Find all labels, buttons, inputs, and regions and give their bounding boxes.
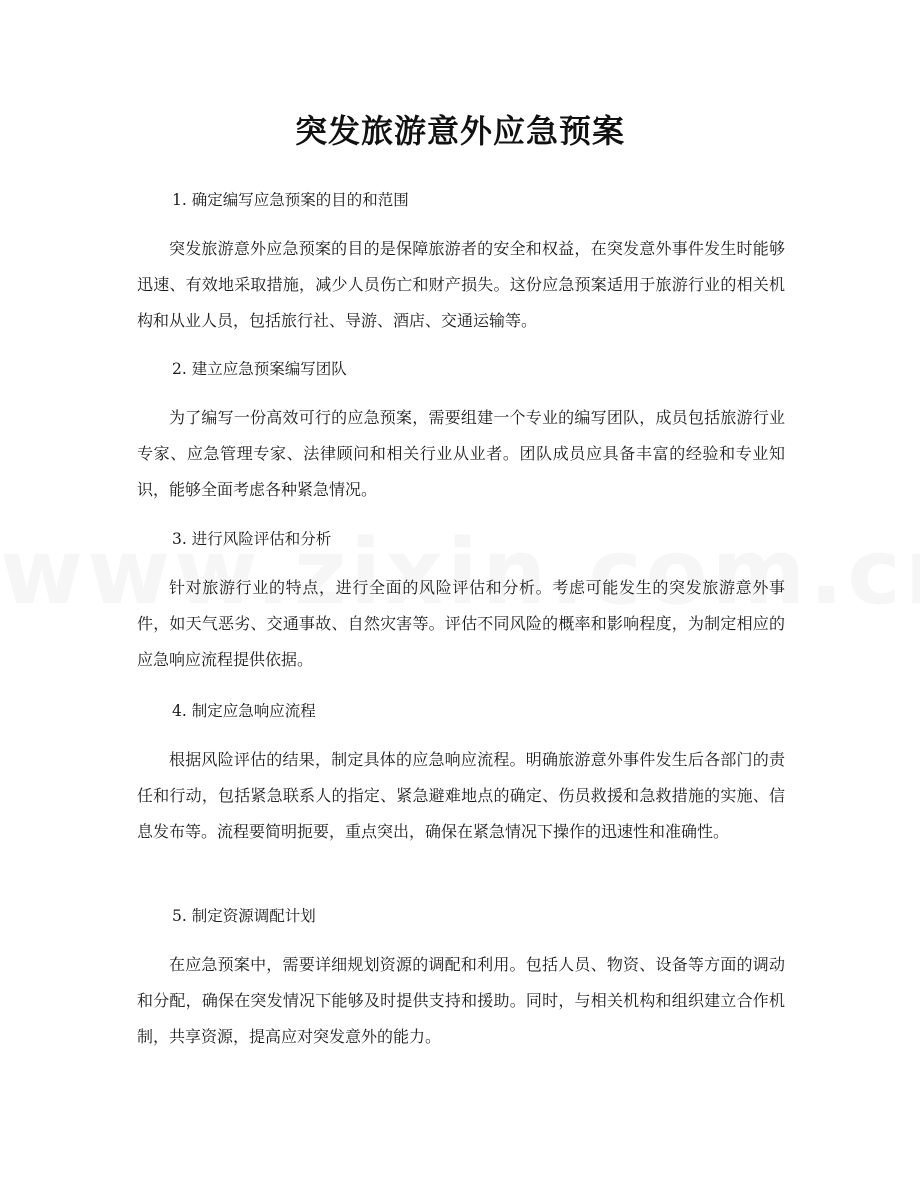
section-body-4: 根据风险评估的结果，制定具体的应急响应流程。明确旅游意外事件发生后各部门的责任和行动，包括紧急联系人的指定、紧急避难地点的确定、伤员救援和急救措施的实施、信息发布等。流程要简明扼要，重点突出，确保在紧急情况下操作的迅速性和准确性。 (137, 750, 785, 841)
section-heading-4: 4. 制定应急响应流程 (172, 702, 316, 720)
section-heading-5: 5. 制定资源调配计划 (172, 907, 316, 925)
section-heading-2: 2. 建立应急预案编写团队 (172, 360, 347, 378)
section-body-2: 为了编写一份高效可行的应急预案，需要组建一个专业的编写团队，成员包括旅游行业专家、应急管理专家、法律顾问和相关行业从业者。团队成员应具备丰富的经验和专业知识，能够全面考虑各种紧急情况。 (137, 408, 785, 499)
section-heading-1: 1. 确定编写应急预案的目的和范围 (172, 191, 409, 209)
section-body-1: 突发旅游意外应急预案的目的是保障旅游者的安全和权益，在突发意外事件发生时能够迅速、有效地采取措施，减少人员伤亡和财产损失。这份应急预案适用于旅游行业的相关机构和从业人员，包括旅行社、导游、酒店、交通运输等。 (137, 239, 785, 330)
section-body-5: 在应急预案中，需要详细规划资源的调配和利用。包括人员、物资、设备等方面的调动和分配，确保在突发情况下能够及时提供支持和援助。同时，与相关机构和组织建立合作机制，共享资源，提高应对突发意外的能力。 (137, 955, 785, 1046)
page-title: 突发旅游意外应急预案 (294, 112, 625, 150)
section-body-3: 针对旅游行业的特点，进行全面的风险评估和分析。考虑可能发生的突发旅游意外事件，如天气恶劣、交通事故、自然灾害等。评估不同风险的概率和影响程度，为制定相应的应急响应流程提供依据。 (137, 578, 785, 669)
section-heading-3: 3. 进行风险评估和分析 (172, 530, 332, 548)
